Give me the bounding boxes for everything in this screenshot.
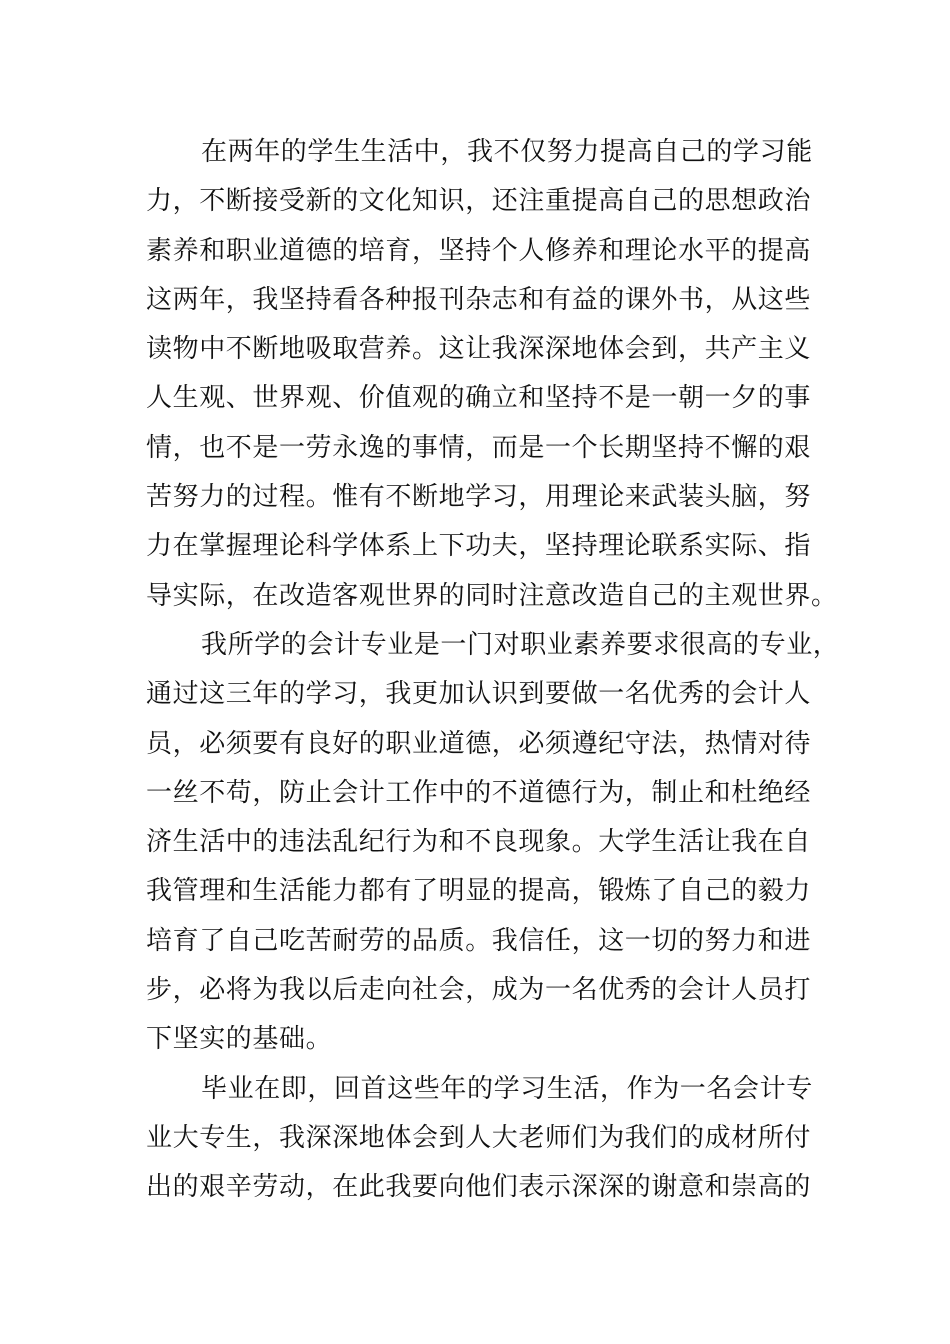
document-body	[146, 128, 840, 1213]
paragraph-line: 下坚实的基础。	[146, 1024, 333, 1055]
paragraph-line: 这两年，我坚持看各种报刊杂志和有益的课外书，从这些	[146, 284, 812, 315]
paragraph-line: 力，不断接受新的文化知识，还注重提高自己的思想政治	[146, 186, 812, 217]
paragraph-line: 我所学的会计专业是一门对职业素养要求很高的专业，	[201, 629, 840, 660]
paragraph-3	[146, 1065, 826, 1213]
paragraph-line: 人生观、世界观、价值观的确立和坚持不是一朝一夕的事	[146, 383, 812, 414]
paragraph-2	[146, 621, 840, 1065]
paragraph-line: 出的艰辛劳动，在此我要向他们表示深深的谢意和崇高的	[146, 1172, 812, 1203]
paragraph-line: 通过这三年的学习，我更加认识到要做一名优秀的会计人	[146, 679, 812, 710]
paragraph-line: 情，也不是一劳永逸的事情，而是一个长期坚持不懈的艰	[146, 432, 812, 463]
paragraph-line: 一丝不苟，防止会计工作中的不道德行为，制止和杜绝经	[146, 777, 812, 808]
paragraph-1	[146, 128, 838, 621]
paragraph-line: 毕业在即，回首这些年的学习生活，作为一名会计专	[201, 1073, 813, 1104]
paragraph-line: 我管理和生活能力都有了明显的提高，锻炼了自己的毅力	[146, 876, 812, 907]
paragraph-line: 在两年的学生生活中，我不仅努力提高自己的学习能	[201, 137, 813, 167]
paragraph-line: 培育了自己吃苦耐劳的品质。我信任，这一切的努力和进	[146, 925, 812, 956]
paragraph-line: 业大专生，我深深地体会到人大老师们为我们的成材所付	[146, 1122, 812, 1153]
paragraph-line: 素养和职业道德的培育，坚持个人修养和理论水平的提高	[146, 235, 812, 266]
paragraph-line: 员，必须要有良好的职业道德，必须遵纪守法，热情对待	[146, 728, 812, 759]
paragraph-line: 导实际，在改造客观世界的同时注意改造自己的主观世界。	[146, 580, 838, 611]
paragraph-line: 步，必将为我以后走向社会，成为一名优秀的会计人员打	[146, 975, 812, 1006]
paragraph-line: 力在掌握理论科学体系上下功夫，坚持理论联系实际、指	[146, 531, 812, 562]
paragraph-line: 济生活中的违法乱纪行为和不良现象。大学生活让我在自	[146, 827, 812, 858]
paragraph-line: 读物中不断地吸取营养。这让我深深地体会到，共产主义	[146, 334, 812, 365]
paragraph-line: 苦努力的过程。惟有不断地学习，用理论来武装头脑，努	[146, 482, 812, 513]
